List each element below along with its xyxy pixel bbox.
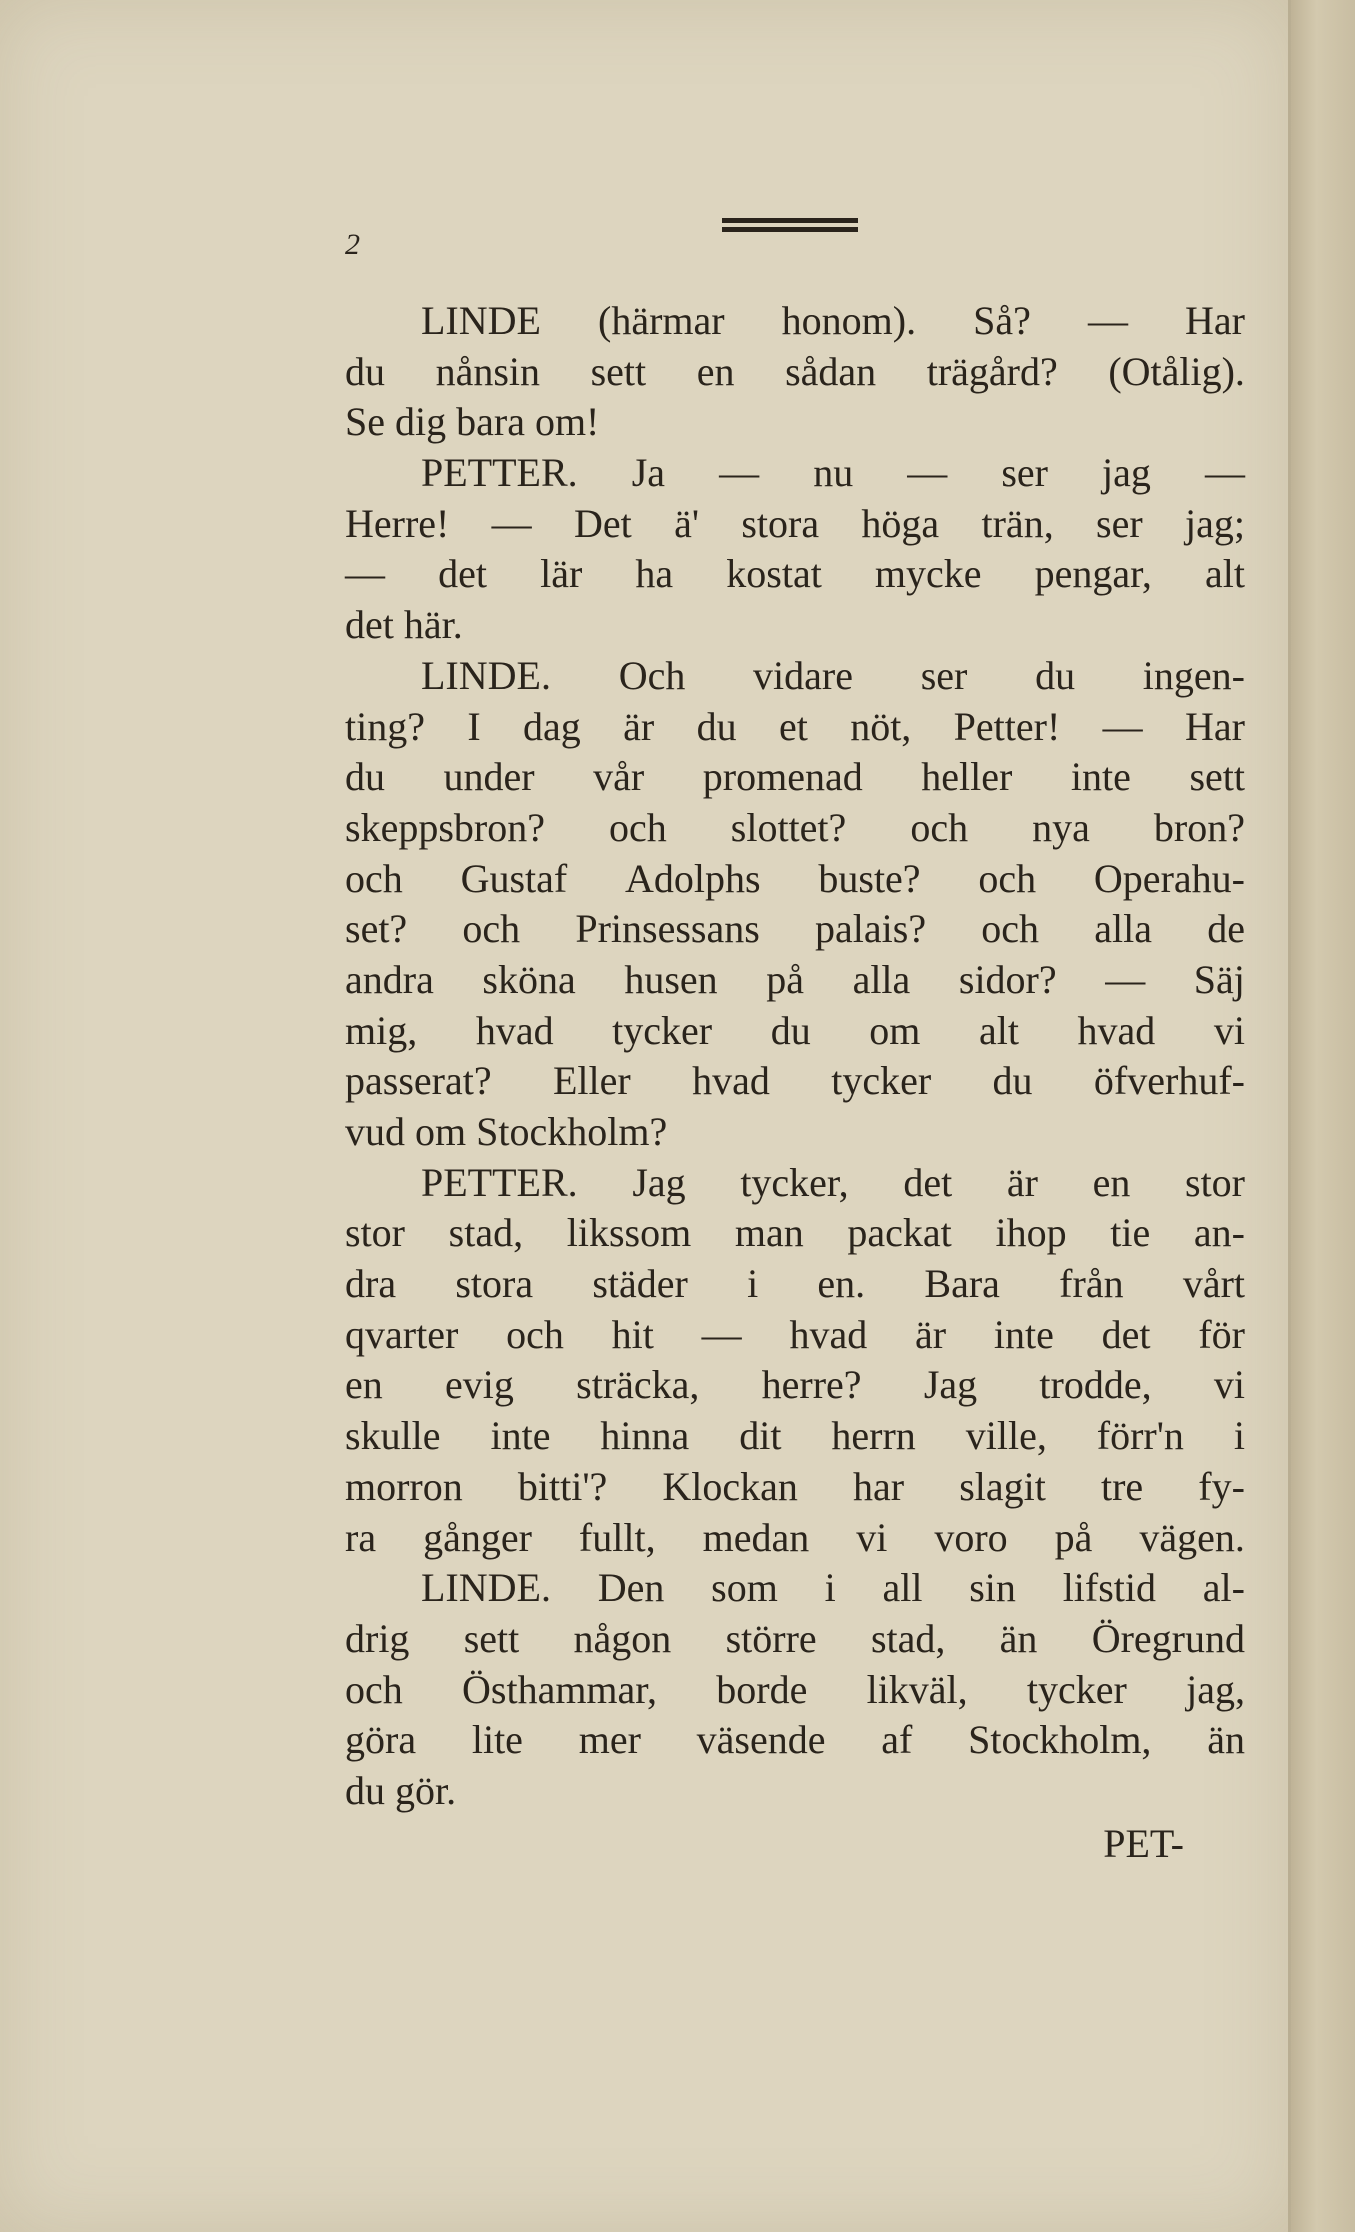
text-line [345, 347, 1245, 398]
word: du [345, 348, 385, 394]
word: Så? [973, 298, 1031, 343]
word: slagit [959, 1463, 1046, 1509]
word: et [778, 703, 808, 749]
word: ser [1096, 500, 1143, 546]
body-text [345, 296, 1245, 1817]
word: skeppsbron? [345, 804, 545, 850]
word: I [467, 703, 481, 749]
text-line [345, 1259, 1245, 1310]
line-text: du gör. [345, 1767, 457, 1813]
word: Ja [631, 450, 666, 496]
word: öfverhuf- [1093, 1058, 1245, 1104]
word: och [462, 906, 521, 952]
word: de [1207, 906, 1245, 952]
word: LINDE. [421, 652, 551, 698]
word: all [882, 1565, 923, 1611]
word: Jag [923, 1362, 978, 1408]
word: dit [739, 1413, 782, 1459]
word: tycker [1026, 1666, 1127, 1712]
word: PETTER. [421, 1159, 578, 1205]
word: hvad [1077, 1007, 1156, 1053]
word: lite [471, 1717, 523, 1763]
word: inte [1070, 754, 1131, 800]
word: lifstid [1062, 1565, 1157, 1611]
word: stor [1185, 1159, 1245, 1205]
word: Jag [632, 1159, 686, 1205]
word: qvarter [345, 1311, 459, 1357]
word: tycker, [740, 1159, 849, 1205]
word: och [506, 1311, 564, 1357]
header-double-rule [722, 218, 858, 234]
word: ville, [965, 1413, 1047, 1459]
word: förr'n [1096, 1413, 1184, 1459]
word: likssom [566, 1210, 692, 1256]
text-line [345, 1158, 1245, 1209]
word: af [881, 1717, 913, 1763]
word: du [696, 703, 737, 749]
word: Den [597, 1565, 665, 1611]
next-page-edge [1291, 0, 1355, 2232]
word: LINDE [421, 298, 541, 343]
word: Har [1185, 298, 1245, 343]
word: an- [1193, 1210, 1245, 1256]
word: husen [624, 956, 718, 1002]
line-text: Se dig bara om! [345, 399, 600, 445]
word: i [824, 1565, 836, 1611]
word: passerat? [345, 1058, 492, 1104]
word: alla [852, 956, 911, 1002]
word: Herre! [345, 500, 450, 546]
word: det [903, 1159, 953, 1205]
text-line [345, 1665, 1245, 1716]
word: sett [1189, 754, 1245, 800]
word: inte [490, 1413, 551, 1459]
word: sidor? [958, 956, 1057, 1002]
text-line [345, 1006, 1245, 1057]
word: tie [1110, 1210, 1151, 1256]
text-line [345, 1310, 1245, 1361]
word: vidare [753, 652, 853, 698]
word: likväl, [866, 1666, 968, 1712]
text-line [345, 1766, 1245, 1817]
word: och [981, 906, 1040, 952]
word: lär [540, 551, 583, 597]
word: större [725, 1615, 817, 1661]
word: som [711, 1565, 778, 1611]
word: och [910, 804, 969, 850]
word: du [992, 1058, 1033, 1104]
word: — [701, 1311, 742, 1357]
word: inte [993, 1311, 1054, 1357]
word: det [438, 551, 487, 597]
word: ä' [674, 500, 700, 546]
line-text: det här. [345, 602, 463, 648]
word: ting? [345, 703, 425, 749]
word: och [345, 1666, 403, 1712]
word: nu [813, 450, 854, 496]
word: någon [573, 1615, 672, 1661]
word: jag [1102, 450, 1151, 496]
line-text: vud om Stockholm? [345, 1109, 668, 1154]
word: och [978, 855, 1037, 901]
rule-bar [722, 227, 858, 232]
word: borde [716, 1666, 808, 1712]
word: kostat [726, 551, 822, 597]
text-line [345, 955, 1245, 1006]
word: sett [463, 1615, 520, 1661]
word: fullt, [578, 1514, 656, 1560]
text-line [345, 1107, 1245, 1158]
word: — [1087, 298, 1128, 343]
word: nöt, [850, 703, 912, 749]
word: alt [978, 1007, 1019, 1053]
text-line [345, 1208, 1245, 1259]
word: nya [1032, 804, 1090, 850]
word: jag, [1186, 1666, 1245, 1712]
text-line [345, 854, 1245, 905]
word: på [766, 956, 804, 1002]
catchword: PET- [1103, 1821, 1184, 1866]
text-line [345, 752, 1245, 803]
word: (härmar [598, 298, 725, 343]
word: är [1006, 1159, 1038, 1205]
word: PETTER. [421, 450, 578, 496]
word: alla [1094, 906, 1152, 952]
word: stad, [448, 1210, 524, 1256]
word: andra [345, 956, 434, 1002]
word: vårt [1182, 1261, 1245, 1307]
word: bron? [1153, 804, 1245, 850]
word: ser [1001, 450, 1048, 496]
word: tycker [831, 1058, 932, 1104]
text-line [345, 1563, 1245, 1614]
word: (Otålig). [1108, 348, 1245, 394]
word: än [999, 1615, 1038, 1661]
text-line [345, 1360, 1245, 1411]
word: trägård? [926, 348, 1058, 394]
page-number: 2 [345, 228, 360, 261]
word: set? [345, 906, 408, 952]
word: du [1035, 652, 1076, 698]
word: och [345, 855, 403, 901]
word: Säj [1193, 956, 1245, 1002]
text-line [345, 549, 1245, 600]
word: Eller [552, 1058, 631, 1104]
word: väsende [696, 1717, 826, 1763]
word: skulle [345, 1413, 441, 1459]
text-line [345, 397, 1245, 448]
word: trodde, [1039, 1362, 1152, 1408]
word: Stockholm, [968, 1717, 1152, 1763]
word: drig [345, 1615, 410, 1661]
word: stora [455, 1261, 534, 1307]
word: sin [969, 1565, 1016, 1611]
word: ihop [995, 1210, 1067, 1256]
word: och [608, 804, 667, 850]
word: från [1059, 1261, 1124, 1307]
word: har [853, 1463, 905, 1509]
text-line [345, 600, 1245, 651]
word: om [869, 1007, 921, 1053]
word: — [491, 500, 532, 546]
word: än [1207, 1717, 1245, 1763]
word: jag; [1184, 500, 1245, 546]
word: herre? [761, 1362, 862, 1408]
word: vår [593, 754, 645, 800]
word: en [1092, 1159, 1131, 1205]
word: morron [345, 1463, 463, 1509]
word: Östhammar, [462, 1666, 658, 1712]
word: Har [1185, 703, 1245, 749]
word: stora [741, 500, 820, 546]
text-line [345, 1056, 1245, 1107]
text-line [345, 803, 1245, 854]
word: — [1105, 956, 1146, 1002]
word: packat [847, 1210, 952, 1256]
word: sådan [785, 348, 877, 394]
word: hinna [600, 1413, 690, 1459]
word: hvad [789, 1311, 868, 1357]
word: på [1054, 1514, 1093, 1560]
word: trän, [981, 500, 1054, 546]
word: — [1102, 703, 1143, 749]
text-line [345, 1614, 1245, 1665]
word: det [1101, 1311, 1151, 1357]
word: Bara [924, 1261, 1000, 1307]
word: vi [1213, 1362, 1245, 1408]
word: bitti'? [517, 1463, 608, 1509]
word: ha [635, 551, 674, 597]
rule-bar [722, 218, 858, 223]
word: en [696, 348, 735, 394]
word: städer [592, 1261, 688, 1307]
text-line [345, 702, 1245, 753]
word: voro [934, 1514, 1008, 1560]
word: promenad [702, 754, 863, 800]
word: Gustaf [460, 855, 568, 901]
word: dra [345, 1261, 397, 1307]
word: Öregrund [1091, 1615, 1245, 1661]
word: dag [523, 703, 581, 749]
word: du [345, 754, 385, 800]
word: medan [702, 1514, 810, 1560]
word: — [1204, 450, 1245, 496]
word: Operahu- [1093, 855, 1245, 901]
text-line [345, 499, 1245, 550]
word: en. [817, 1261, 866, 1307]
word: herrn [831, 1413, 916, 1459]
word: fy- [1198, 1463, 1245, 1509]
word: ingen- [1142, 652, 1245, 698]
word: heller [921, 754, 1013, 800]
word: nånsin [435, 348, 541, 394]
word: Klockan [662, 1463, 798, 1509]
word: ra [345, 1514, 377, 1560]
word: du [770, 1007, 811, 1053]
word: tre [1101, 1463, 1144, 1509]
word: sett [590, 348, 647, 394]
word: är [915, 1311, 947, 1357]
word: alt [1205, 551, 1245, 597]
word: gånger [423, 1514, 532, 1560]
word: pengar, [1034, 551, 1152, 597]
word: vägen. [1139, 1514, 1245, 1560]
word: ser [920, 652, 968, 698]
word: — [345, 551, 385, 597]
word: stor [345, 1210, 405, 1256]
word: Prinsessans [575, 906, 760, 952]
word: Och [618, 652, 686, 698]
text-line [345, 651, 1245, 702]
word: i [1233, 1413, 1245, 1459]
word: en [345, 1362, 383, 1408]
word: stad, [870, 1615, 946, 1661]
word: Adolphs [625, 855, 761, 901]
word: tycker [612, 1007, 713, 1053]
text-line [345, 1513, 1245, 1564]
word: Petter! [953, 703, 1061, 749]
word: hit [611, 1311, 654, 1357]
text-line [345, 1411, 1245, 1462]
word: sträcka, [576, 1362, 700, 1408]
text-line [345, 448, 1245, 499]
word: hvad [475, 1007, 554, 1053]
word: Det [573, 500, 632, 546]
word: slottet? [730, 804, 847, 850]
word: man [734, 1210, 804, 1256]
word: göra [345, 1717, 417, 1763]
word: — [719, 450, 760, 496]
word: evig [445, 1362, 514, 1408]
word: LINDE. [421, 1565, 551, 1611]
word: i [747, 1261, 759, 1307]
word: vi [1213, 1007, 1245, 1053]
word: är [623, 703, 655, 749]
text-line [345, 904, 1245, 955]
word: mer [578, 1717, 641, 1763]
text-line [345, 1715, 1245, 1766]
word: palais? [815, 906, 927, 952]
word: honom). [781, 298, 917, 343]
text-line [345, 296, 1245, 347]
word: vi [856, 1514, 888, 1560]
word: hvad [692, 1058, 770, 1104]
word: höga [861, 500, 940, 546]
word: — [907, 450, 948, 496]
word: sköna [482, 956, 576, 1002]
word: för [1198, 1311, 1245, 1357]
word: al- [1202, 1565, 1245, 1611]
word: under [443, 754, 535, 800]
word: mycke [874, 551, 982, 597]
text-line [345, 1462, 1245, 1513]
word: buste? [818, 855, 921, 901]
word: mig, [345, 1007, 418, 1053]
